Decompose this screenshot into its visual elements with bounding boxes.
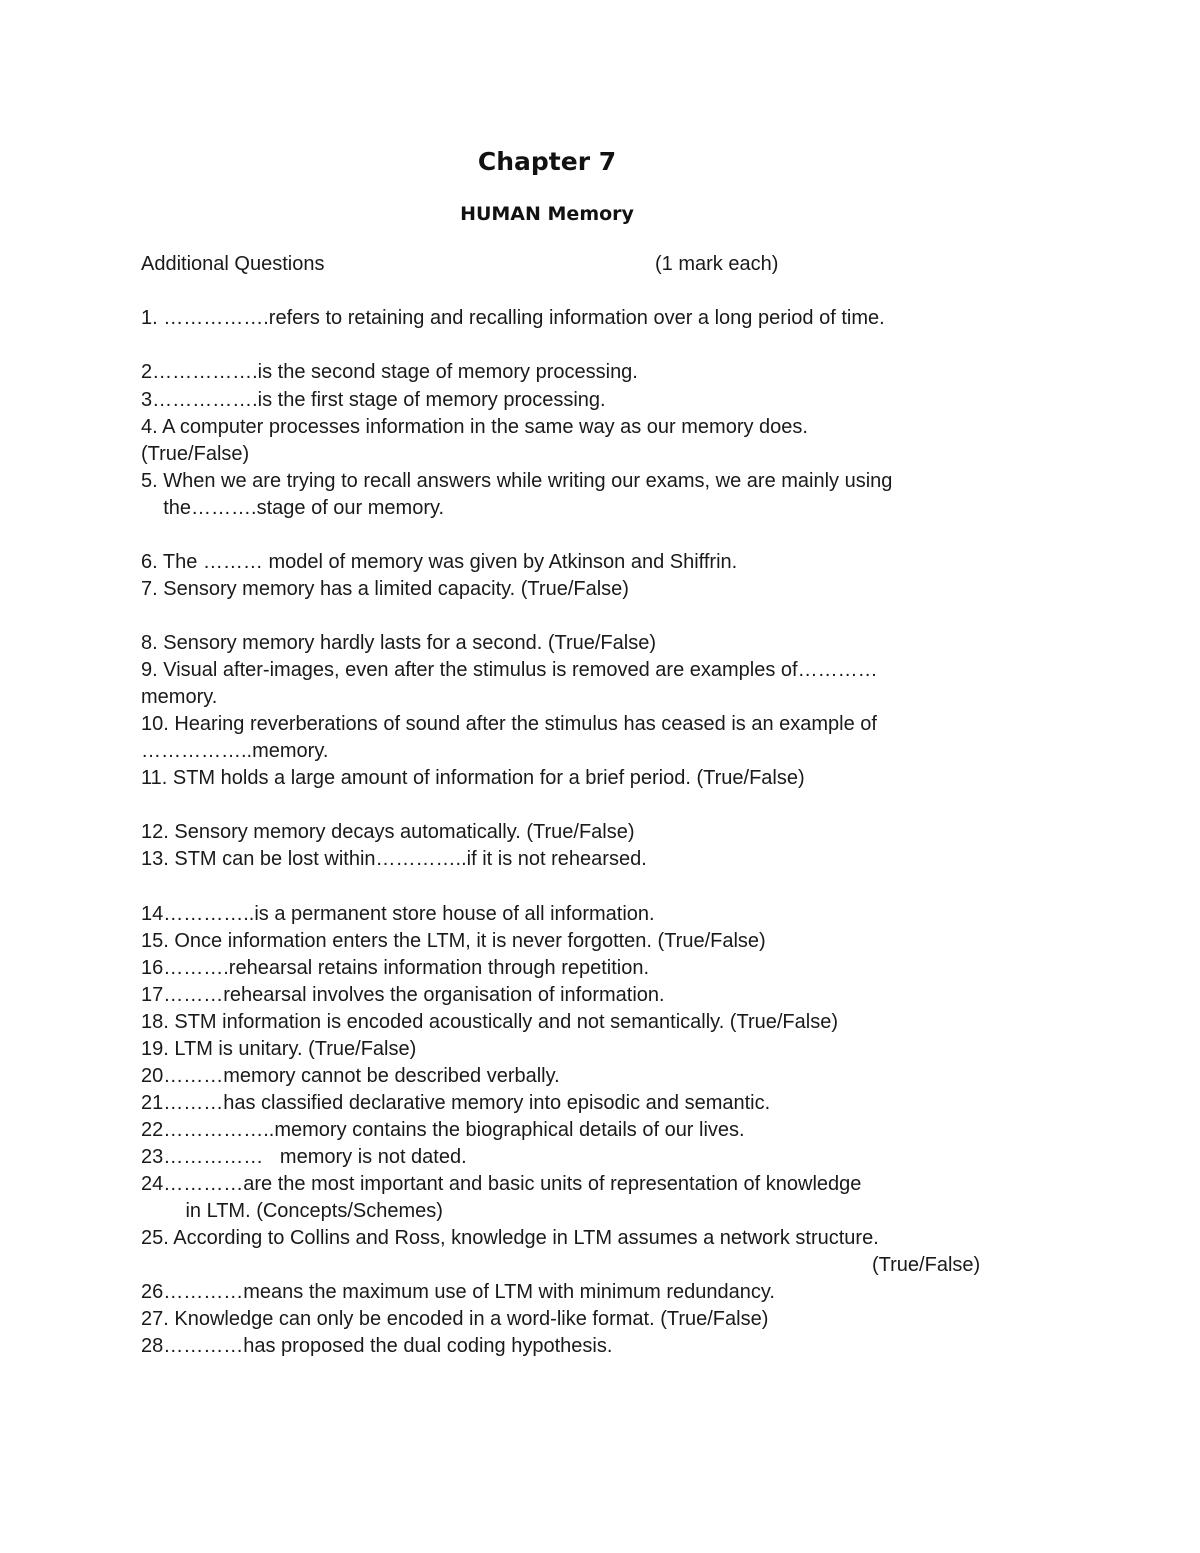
question-line: 17………rehearsal involves the organisation of information. <box>141 984 665 1006</box>
question-line: 9. Visual after-images, even after the stimulus is removed are examples of………… <box>141 659 878 681</box>
question-line: 18. STM information is encoded acoustically and not semantically. (True/False) <box>141 1011 838 1033</box>
question-line: 8. Sensory memory hardly lasts for a second. (True/False) <box>141 632 656 654</box>
question-line: 27. Knowledge can only be encoded in a word-like format. (True/False) <box>141 1308 769 1330</box>
document-subtitle: HUMAN Memory <box>460 203 634 225</box>
question-line: 15. Once information enters the LTM, it is never forgotten. (True/False) <box>141 930 766 952</box>
question-line: (True/False) <box>141 443 250 465</box>
question-line: 20………memory cannot be described verbally. <box>141 1065 560 1087</box>
section-label: Additional Questions <box>141 253 325 275</box>
question-line: 23…………… memory is not dated. <box>141 1146 467 1168</box>
question-line: 12. Sensory memory decays automatically. (True/False) <box>141 821 635 843</box>
question-line: 28…………has proposed the dual coding hypothesis. <box>141 1335 613 1357</box>
question-line: 4. A computer processes information in the same way as our memory does. <box>141 416 808 438</box>
question-line: 7. Sensory memory has a limited capacity. (True/False) <box>141 578 629 600</box>
question-line: 3…………….is the first stage of memory processing. <box>141 389 606 411</box>
question-line: 1. …………….refers to retaining and recalling information over a long period of time. <box>141 307 885 329</box>
question-line: 11. STM holds a large amount of information for a brief period. (True/False) <box>141 767 805 789</box>
question-line: 5. When we are trying to recall answers while writing our exams, we are mainly using <box>141 470 893 492</box>
question-line: 19. LTM is unitary. (True/False) <box>141 1038 417 1060</box>
question-line: the……….stage of our memory. <box>141 497 445 519</box>
marks-note: (1 mark each) <box>655 253 779 275</box>
question-line: 16……….rehearsal retains information through repetition. <box>141 957 650 979</box>
question-line: 6. The ……… model of memory was given by Atkinson and Shiffrin. <box>141 551 738 573</box>
question-line: 14…………..is a permanent store house of all information. <box>141 903 655 925</box>
chapter-title: Chapter 7 <box>477 147 617 176</box>
question-line: 25. According to Collins and Ross, knowledge in LTM assumes a network structure. <box>141 1227 879 1249</box>
question-line: 26…………means the maximum use of LTM with minimum redundancy. <box>141 1281 775 1303</box>
question-line: (True/False) <box>872 1254 981 1276</box>
question-line: 24…………are the most important and basic units of representation of knowledge <box>141 1173 862 1195</box>
question-line: ……………..memory. <box>141 740 329 762</box>
question-line: 13. STM can be lost within…………..if it is not rehearsed. <box>141 848 647 870</box>
question-line: 2…………….is the second stage of memory processing. <box>141 361 638 383</box>
question-line: 10. Hearing reverberations of sound after the stimulus has ceased is an example of <box>141 713 877 735</box>
question-line: in LTM. (Concepts/Schemes) <box>141 1200 443 1222</box>
question-line: 22……………..memory contains the biographical details of our lives. <box>141 1119 745 1141</box>
question-line: 21………has classified declarative memory into episodic and semantic. <box>141 1092 771 1114</box>
question-line: memory. <box>141 686 218 708</box>
